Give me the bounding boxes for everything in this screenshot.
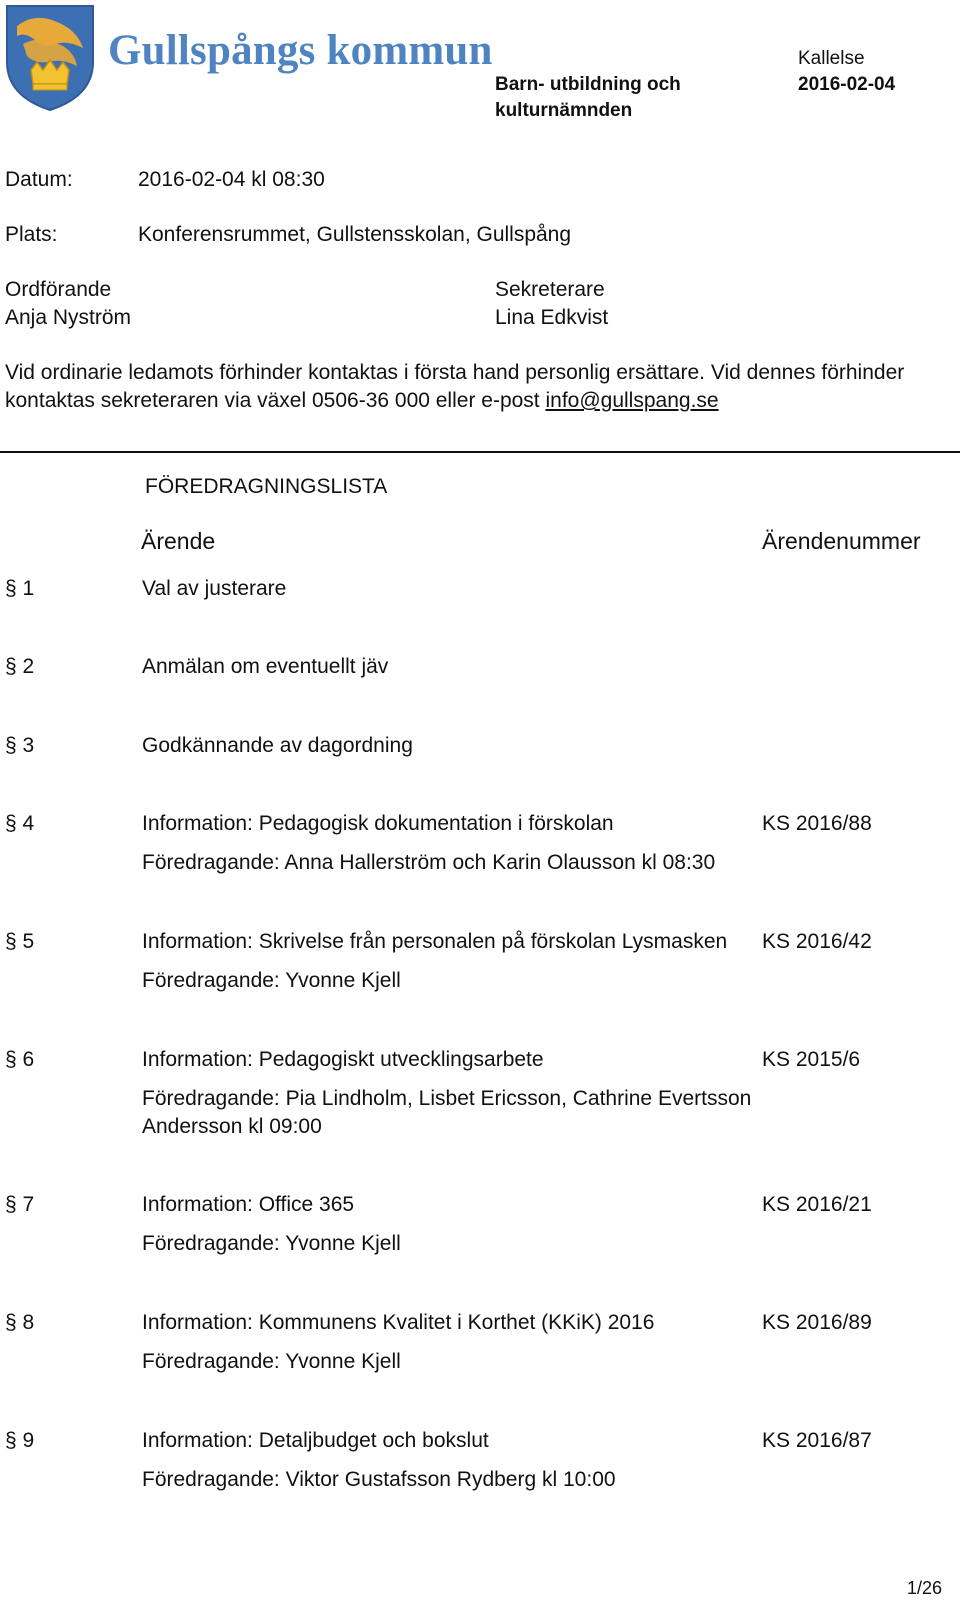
column-header-number: Ärendenummer bbox=[762, 528, 921, 554]
agenda-item-case-number: KS 2016/88 bbox=[762, 812, 872, 835]
agenda-item-title: Val av justerare bbox=[142, 577, 287, 600]
agenda-item-paragraph: § 6 bbox=[5, 1048, 35, 1071]
agenda-item-title: Information: Skrivelse från personalen på förskolan Lysmasken bbox=[142, 930, 728, 953]
agenda-item-title: Godkännande av dagordning bbox=[142, 734, 413, 757]
document-date: 2016-02-04 bbox=[798, 74, 896, 95]
place-value: Konferensrummet, Gullstensskolan, Gullspång bbox=[138, 223, 572, 246]
agenda-item-presenter: Föredragande: Viktor Gustafsson Rydberg kl 10:00 bbox=[142, 1468, 616, 1491]
agenda-item-title: Anmälan om eventuellt jäv bbox=[142, 655, 389, 678]
agenda-item-title: Information: Office 365 bbox=[142, 1193, 355, 1216]
agenda-item-presenter: Föredragande: Anna Hallerström och Karin Olausson kl 08:30 bbox=[142, 851, 716, 874]
committee-name: Barn- utbildning och kulturnämnden bbox=[495, 74, 681, 121]
notice-text-line1: Vid ordinarie ledamots förhinder kontaktas i första hand personlig ersättare. Vid dennes förhinder bbox=[5, 361, 905, 384]
agenda-item-paragraph: § 4 bbox=[5, 812, 35, 835]
agenda-item-title: Information: Pedagogisk dokumentation i förskolan bbox=[142, 812, 614, 835]
date-value: 2016-02-04 kl 08:30 bbox=[138, 168, 325, 191]
page-number: 1/26 bbox=[906, 1578, 942, 1598]
column-header-item: Ärende bbox=[141, 528, 216, 554]
agenda-item-paragraph: § 1 bbox=[5, 577, 35, 600]
date-label: Datum: bbox=[5, 168, 73, 191]
document-type: Kallelse bbox=[798, 48, 865, 69]
agenda-item-case-number: KS 2016/89 bbox=[762, 1311, 872, 1334]
agenda-item-paragraph: § 5 bbox=[5, 930, 35, 953]
agenda-item-case-number: KS 2016/87 bbox=[762, 1429, 872, 1452]
agenda-item-case-number: KS 2015/6 bbox=[762, 1048, 861, 1071]
agenda-item-paragraph: § 3 bbox=[5, 734, 35, 757]
agenda-item-title: Information: Detaljbudget och bokslut bbox=[142, 1429, 489, 1452]
municipal-coat-of-arms-logo bbox=[5, 4, 95, 112]
chair-name: Anja Nyström bbox=[5, 306, 132, 329]
notice-text-line2: kontaktas sekreteraren via växel 0506-36 000 eller e-post info@gullspang.se bbox=[5, 389, 719, 412]
agenda-item-presenter: Föredragande: Pia Lindholm, Lisbet Ericsson, Cathrine Evertsson bbox=[142, 1087, 752, 1110]
agenda-title: FÖREDRAGNINGSLISTA bbox=[145, 475, 388, 498]
agenda-item-presenter-cont: Andersson kl 09:00 bbox=[142, 1115, 322, 1138]
agenda-item-presenter: Föredragande: Yvonne Kjell bbox=[142, 1350, 401, 1373]
agenda-item-title: Information: Kommunens Kvalitet i Korthet (KKiK) 2016 bbox=[142, 1311, 655, 1334]
agenda-item-paragraph: § 2 bbox=[5, 655, 35, 678]
agenda-item-presenter: Föredragande: Yvonne Kjell bbox=[142, 969, 401, 992]
agenda-item-title: Information: Pedagogiskt utvecklingsarbete bbox=[142, 1048, 544, 1071]
email-link[interactable]: info@gullspang.se bbox=[545, 389, 719, 412]
secretary-label: Sekreterare bbox=[495, 278, 605, 301]
agenda-item-paragraph: § 7 bbox=[5, 1193, 35, 1216]
agenda-item-case-number: KS 2016/42 bbox=[762, 930, 872, 953]
secretary-name: Lina Edkvist bbox=[495, 306, 609, 329]
logo-wordmark: Gullspångs kommun bbox=[108, 27, 493, 74]
agenda-item-paragraph: § 8 bbox=[5, 1311, 35, 1334]
chair-label: Ordförande bbox=[5, 278, 112, 301]
divider bbox=[0, 451, 960, 453]
place-label: Plats: bbox=[5, 223, 58, 246]
agenda-item-presenter: Föredragande: Yvonne Kjell bbox=[142, 1232, 401, 1255]
agenda-item-case-number: KS 2016/21 bbox=[762, 1193, 872, 1216]
agenda-item-paragraph: § 9 bbox=[5, 1429, 35, 1452]
